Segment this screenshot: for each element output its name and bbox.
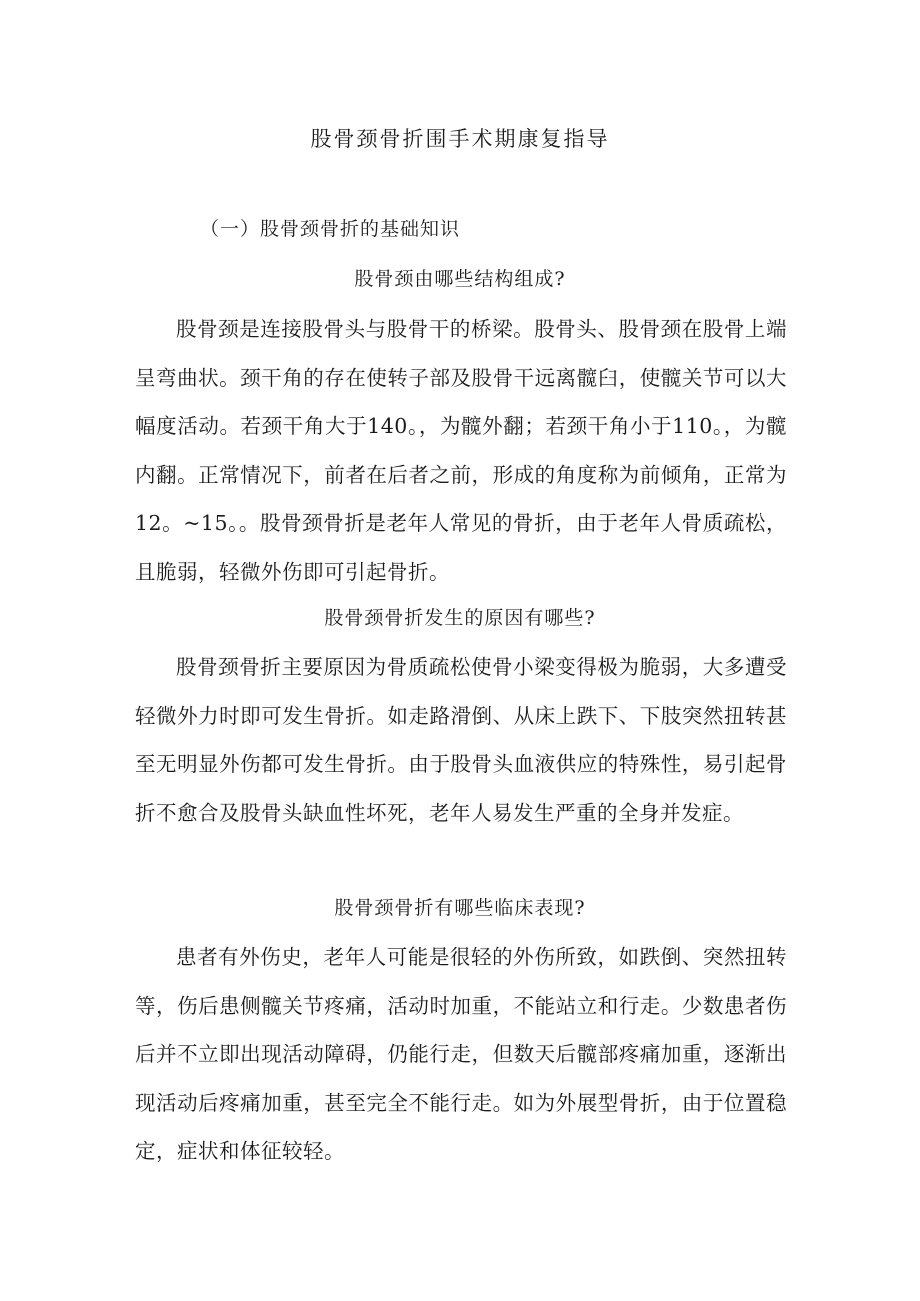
answer-paragraph-structure: 股骨颈是连接股骨头与股骨干的桥梁。股骨头、股骨颈在股骨上端呈弯曲状。颈干角的存在使转子部及股骨干远离髋臼，使髋关节可以大幅度活动。若颈干角大于140。，为髋外翻；若颈干角小于110。，为髋内翻。正常情况下，前者在后者之前，形成的角度称为前倾角，正常为12。~15。。股骨颈骨折是老年人常见的骨折，由于老年人骨质疏松，且脆弱，轻微外伤即可引起骨折。 <box>135 317 787 584</box>
section-heading: （一）股骨颈骨折的基础知识 <box>200 218 461 240</box>
question-heading-symptoms: 股骨颈骨折有哪些临床表现? <box>334 897 586 919</box>
answer-paragraph-symptoms: 患者有外伤史，老年人可能是很轻的外伤所致，如跌倒、突然扭转等，伤后患侧髋关节疼痛，活动时加重，不能站立和行走。少数患者伤后并不立即出现活动障碍，仍能行走，但数天后髋部疼痛加重，逐渐出现活动后疼痛加重，甚至完全不能行走。如为外展型骨折，由于位置稳定，症状和体征较轻。 <box>135 945 787 1163</box>
answer-paragraph-causes: 股骨颈骨折主要原因为骨质疏松使骨小梁变得极为脆弱，大多遭受轻微外力时即可发生骨折。如走路滑倒、从床上跌下、下肢突然扭转甚至无明显外伤都可发生骨折。由于股骨头血液供应的特殊性，易引起骨折不愈合及股骨头缺血性坏死，老年人易发生严重的全身并发症。 <box>135 655 787 825</box>
question-heading-structure: 股骨颈由哪些结构组成? <box>354 268 566 290</box>
document-title: 股骨颈骨折围手术期康复指导 <box>310 127 610 151</box>
question-heading-causes: 股骨颈骨折发生的原因有哪些? <box>324 607 596 629</box>
